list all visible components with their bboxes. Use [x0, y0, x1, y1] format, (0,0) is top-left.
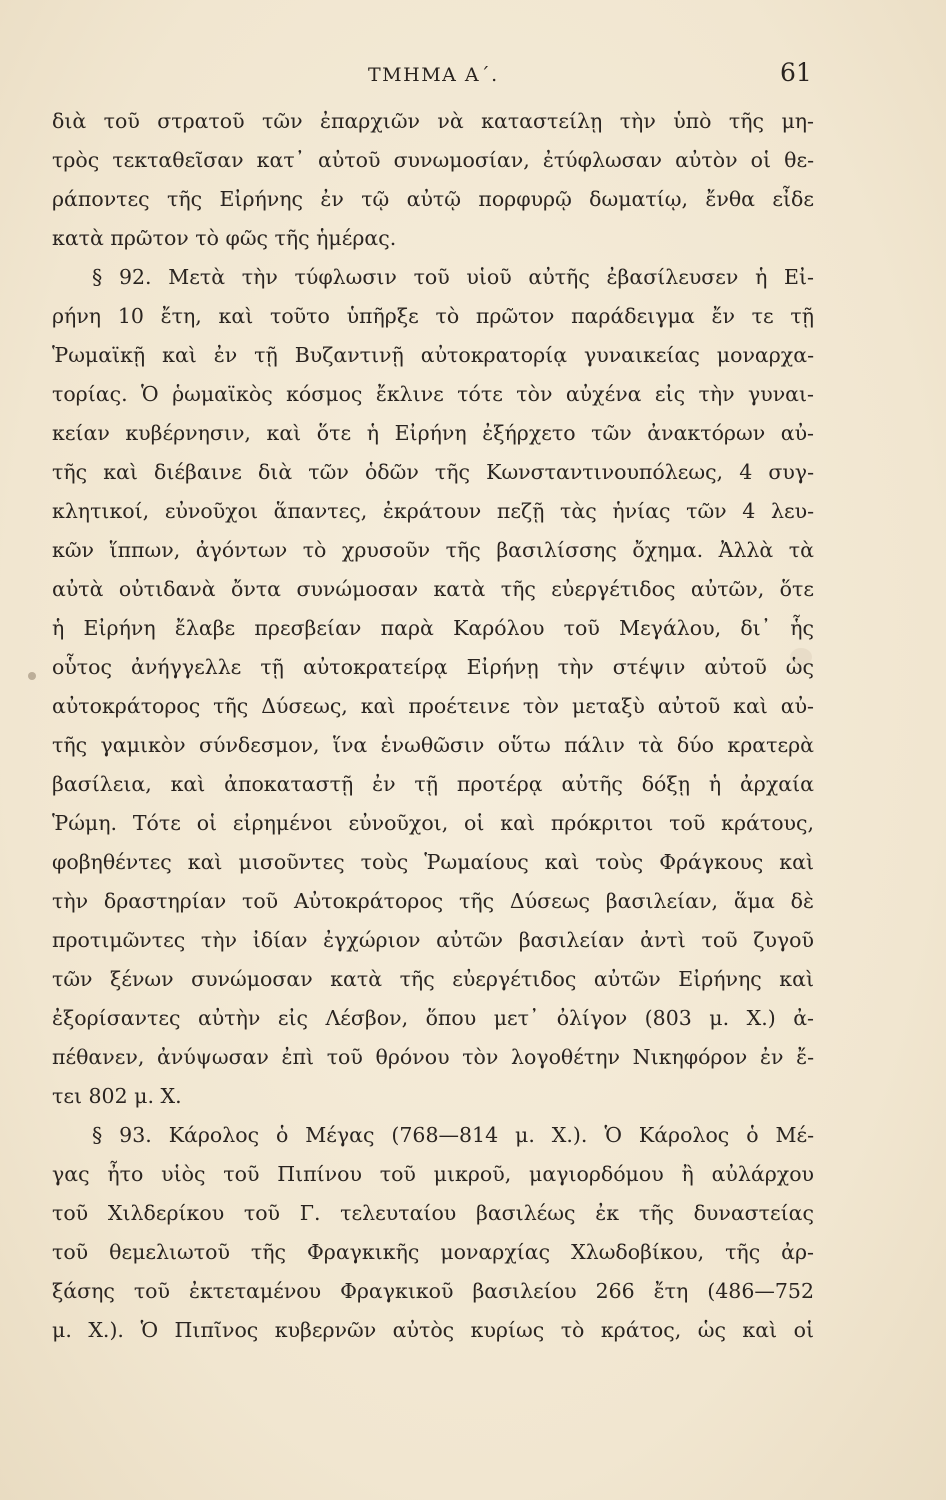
text-line: τὴν δραστηρίαν τοῦ Αὐτοκράτορος τῆς Δύσεως βασιλείαν, ἅμα δὲ	[52, 889, 814, 913]
section-92-heading-line: § 92. Μετὰ τὴν τύφλωσιν τοῦ υἱοῦ αὐτῆς ἐβασίλευσεν ἡ Εἰ-	[92, 265, 814, 289]
text-line: τοῦ Χιλδερίκου τοῦ Γ. τελευταίου βασιλέως ἐκ τῆς δυναστείας	[52, 1201, 814, 1225]
text-line: τοῦ θεμελιωτοῦ τῆς Φραγκικῆς μοναρχίας Χλωδοβίκου, τῆς ἀρ-	[52, 1240, 814, 1264]
text-line: τῆς καὶ διέβαινε διὰ τῶν ὁδῶν τῆς Κωνσταντινουπόλεως, 4 συγ-	[52, 460, 814, 484]
text-line: κλητικοί, εὐνοῦχοι ἅπαντες, ἐκράτουν πεζῇ τὰς ἡνίας τῶν 4 λευ-	[52, 499, 814, 523]
text-line: τῆς γαμικὸν σύνδεσμον, ἵνα ἑνωθῶσιν οὕτω πάλιν τὰ δύο κρατερὰ	[52, 733, 814, 757]
text-line: προτιμῶντες τὴν ἰδίαν ἐγχώριον αὐτῶν βασιλείαν ἀντὶ τοῦ ζυγοῦ	[52, 928, 814, 952]
text-line: κῶν ἵππων, ἀγόντων τὸ χρυσοῦν τῆς βασιλίσσης ὄχημα. Ἀλλὰ τὰ	[52, 538, 814, 562]
text-line: βασίλεια, καὶ ἀποκαταστῇ ἐν τῇ προτέρᾳ αὐτῆς δόξῃ ἡ ἀρχαία	[52, 772, 814, 796]
text-line: ἡ Εἰρήνη ἔλαβε πρεσβείαν παρὰ Καρόλου τοῦ Μεγάλου, δι᾽ ἧς	[52, 616, 814, 640]
text-line: ἐξορίσαντες αὐτὴν εἰς Λέσβον, ὅπου μετ᾽ ὀλίγον (803 μ. Χ.) ἀ-	[52, 1006, 814, 1030]
text-line: ρήνη 10 ἔτη, καὶ τοῦτο ὑπῆρξε τὸ πρῶτον παράδειγμα ἔν τε τῇ	[52, 304, 814, 328]
text-line: γας ἦτο υἱὸς τοῦ Πιπίνου τοῦ μικροῦ, μαγιορδόμου ἢ αὐλάρχου	[52, 1162, 814, 1186]
section-93-heading-line: § 93. Κάρολος ὁ Μέγας (768—814 μ. Χ.). Ὁ Κάρολος ὁ Μέ-	[92, 1123, 814, 1147]
page-number: 61	[780, 58, 812, 87]
text-line: ξάσης τοῦ ἐκτεταμένου Φραγκικοῦ βασιλείου 266 ἔτη (486—752	[52, 1279, 814, 1303]
text-line: αὐτοκράτορος τῆς Δύσεως, καὶ προέτεινε τὸν μεταξὺ αὐτοῦ καὶ αὐ-	[52, 694, 814, 718]
text-line: αὐτὰ οὐτιδανὰ ὄντα συνώμοσαν κατὰ τῆς εὐεργέτιδος αὐτῶν, ὅτε	[52, 577, 814, 601]
text-line: τει 802 μ. Χ.	[52, 1084, 182, 1108]
running-head: ΤΜΗΜΑ Α΄.	[368, 64, 499, 86]
text-line: πέθανεν, ἀνύψωσαν ἐπὶ τοῦ θρόνου τὸν λογοθέτην Νικηφόρον ἐν ἔ-	[52, 1045, 814, 1069]
text-line: μ. Χ.). Ὁ Πιπῖνος κυβερνῶν αὐτὸς κυρίως τὸ κράτος, ὡς καὶ οἱ	[52, 1318, 814, 1342]
text-line: τῶν ξένων συνώμοσαν κατὰ τῆς εὐεργέτιδος αὐτῶν Εἰρήνης καὶ	[52, 967, 814, 991]
text-line: ράποντες τῆς Εἰρήνης ἐν τῷ αὐτῷ πορφυρῷ δωματίῳ, ἔνθα εἶδε	[52, 187, 814, 211]
text-line: Ῥωμαϊκῇ καὶ ἐν τῇ Βυζαντινῇ αὐτοκρατορίᾳ γυναικείας μοναρχα-	[52, 343, 814, 367]
text-line: φοβηθέντες καὶ μισοῦντες τοὺς Ῥωμαίους καὶ τοὺς Φράγκους καὶ	[52, 850, 814, 874]
text-line: τορίας. Ὁ ῥωμαϊκὸς κόσμος ἔκλινε τότε τὸν αὐχένα εἰς τὴν γυναι-	[52, 382, 814, 406]
text-line: κατὰ πρῶτον τὸ φῶς τῆς ἡμέρας.	[52, 226, 397, 250]
text-line: διὰ τοῦ στρατοῦ τῶν ἐπαρχιῶν νὰ καταστείλῃ τὴν ὑπὸ τῆς μη-	[52, 109, 814, 133]
text-line: Ῥώμη. Τότε οἱ εἰρημένοι εὐνοῦχοι, οἱ καὶ πρόκριτοι τοῦ κράτους,	[52, 811, 814, 835]
text-line: οὗτος ἀνήγγελλε τῇ αὐτοκρατείρᾳ Εἰρήνῃ τὴν στέψιν αὐτοῦ ὡς	[52, 655, 814, 679]
text-line: κείαν κυβέρνησιν, καὶ ὅτε ἡ Εἰρήνη ἐξήρχετο τῶν ἀνακτόρων αὐ-	[52, 421, 814, 445]
text-line: τρὸς τεκταθεῖσαν κατ᾽ αὐτοῦ συνωμοσίαν, ἐτύφλωσαν αὐτὸν οἱ θε-	[52, 148, 814, 172]
